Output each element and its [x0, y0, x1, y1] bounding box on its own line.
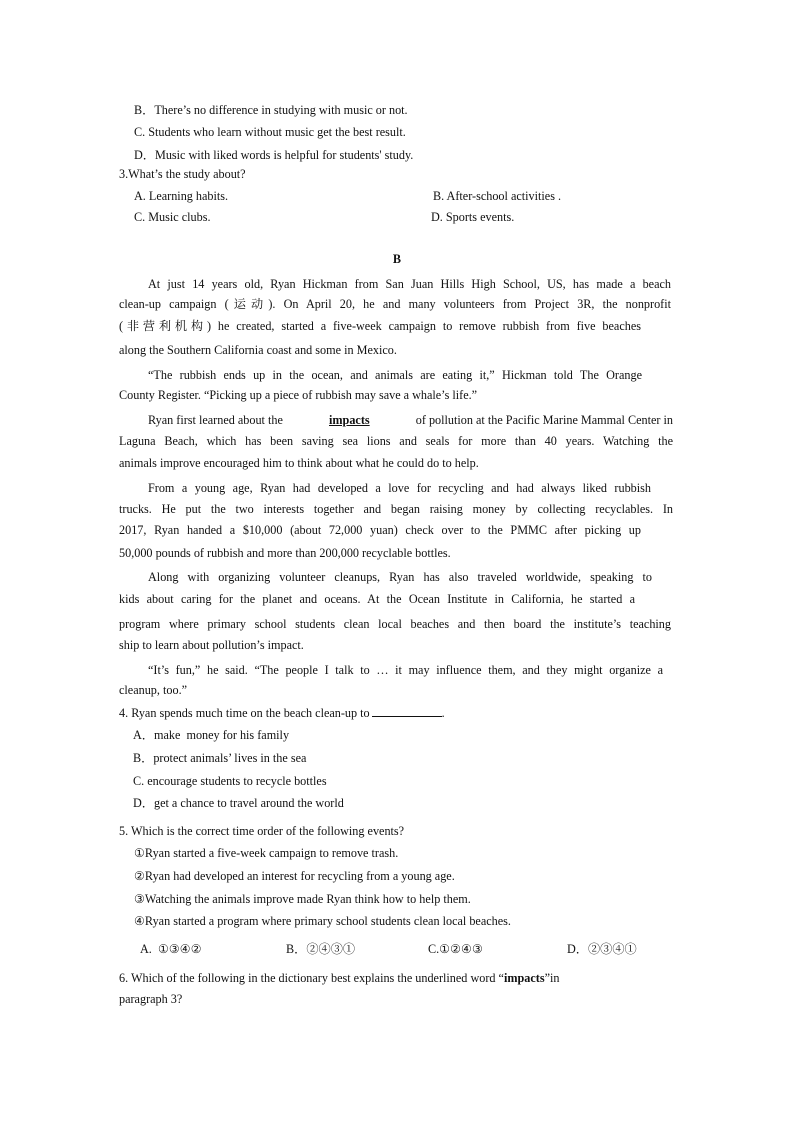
- q4-question: [119, 705, 445, 721]
- q2-option-c: C. Students who learn without music get the best result.: [134, 125, 406, 139]
- q4-option-c: C. encourage students to recycle bottles: [133, 774, 327, 788]
- p3-line: animals improve encouraged him to think about what he could do to help.: [119, 456, 479, 470]
- q6-question-line2: paragraph 3?: [119, 992, 183, 1006]
- q5-option-b: B．②④③①: [286, 942, 356, 956]
- q5-event: ①Ryan started a five-week campaign to remove trash.: [134, 846, 399, 860]
- p5-line: ship to learn about pollution’s impact.: [119, 638, 304, 652]
- q4-question-text: 4. Ryan spends much time on the beach clean-up to: [119, 706, 370, 720]
- q3-option-c: C. Music clubs.: [134, 210, 211, 224]
- q5-option-a: A. ①③④②: [140, 942, 202, 956]
- q3-option-a: A. Learning habits.: [134, 189, 229, 203]
- q4-option-a: A．make money for his family: [133, 728, 290, 742]
- q3-option-b: B. After-school activities .: [433, 189, 562, 203]
- p1-line: At just 14 years old, Ryan Hickman from San Juan Hills High School, US, has made a beach: [148, 277, 671, 291]
- p4-line: 2017, Ryan handed a $10,000 (about 72,000 yuan) check over to the PMMC after picking up: [119, 523, 641, 537]
- q2-option-b: B．There’s no difference in studying with music or not.: [134, 103, 408, 117]
- q5-option-c: C.①②④③: [428, 942, 483, 956]
- q4-option-b: B．protect animals’ lives in the sea: [133, 751, 307, 765]
- section-heading: B: [392, 252, 402, 266]
- p1-line: clean-up campaign (运动). On April 20, he and many volunteers from Project 3R, the nonprofit: [119, 297, 671, 311]
- p4-line: From a young age, Ryan had developed a love for recycling and had always liked rubbish: [148, 481, 651, 495]
- p5-line: program where primary school students clean local beaches and then board the institute’s teaching: [119, 617, 671, 631]
- q6-word-impacts: impacts: [503, 971, 545, 985]
- q4-option-d: D．get a chance to travel around the world: [133, 796, 344, 810]
- q5-event: ③Watching the animals improve made Ryan think how to help them.: [134, 892, 471, 906]
- p4-line: 50,000 pounds of rubbish and more than 200,000 recyclable bottles.: [119, 546, 451, 560]
- p1-line: along the Southern California coast and some in Mexico.: [119, 343, 397, 357]
- q5-event: ②Ryan had developed an interest for recycling from a young age.: [134, 869, 455, 883]
- p4-line: trucks. He put the two interests together and began raising money by collecting recyclables. In: [119, 502, 673, 516]
- q3-option-d: D. Sports events.: [431, 210, 515, 224]
- p6-line: “It’s fun,” he said. “The people I talk to … it may influence them, and they might organize a: [148, 663, 663, 677]
- p5-line: kids about caring for the planet and oceans. At the Ocean Institute in California, he started a: [119, 592, 635, 606]
- underlined-word-impacts: impacts: [329, 413, 370, 427]
- answer-blank[interactable]: [372, 706, 442, 717]
- q6-text: 6. Which of the following in the dictionary best explains the underlined word “: [119, 971, 504, 985]
- q6-question: [119, 970, 559, 986]
- p2-line: County Register. “Picking up a piece of rubbish may save a whale’s life.”: [119, 388, 478, 402]
- q2-option-d: D．Music with liked words is helpful for students' study.: [134, 148, 414, 162]
- p5-line: Along with organizing volunteer cleanups, Ryan has also traveled worldwide, speaking to: [148, 570, 652, 584]
- p6-line: cleanup, too.”: [119, 683, 188, 697]
- q5-question: 5. Which is the correct time order of the following events?: [119, 824, 405, 838]
- p3-text: Ryan first learned about the: [148, 413, 283, 427]
- q5-option-d: D．②③④①: [567, 942, 637, 956]
- p3-first-line: [148, 412, 673, 428]
- q4-question-end: .: [441, 706, 445, 720]
- q6-text: ”in: [544, 971, 560, 985]
- q5-event: ④Ryan started a program where primary school students clean local beaches.: [134, 914, 511, 928]
- p3-line: Laguna Beach, which has been saving sea lions and seals for more than 40 years. Watching the: [119, 434, 673, 448]
- p2-line: “The rubbish ends up in the ocean, and animals are eating it,” Hickman told The Orange: [148, 368, 642, 382]
- p3-text: of pollution at the Pacific Marine Mammal Center in: [415, 413, 673, 427]
- p1-line: (非营利机构) he created, started a five-week campaign to remove rubbish from five beaches: [119, 319, 641, 333]
- q3-question: 3.What’s the study about?: [119, 167, 246, 181]
